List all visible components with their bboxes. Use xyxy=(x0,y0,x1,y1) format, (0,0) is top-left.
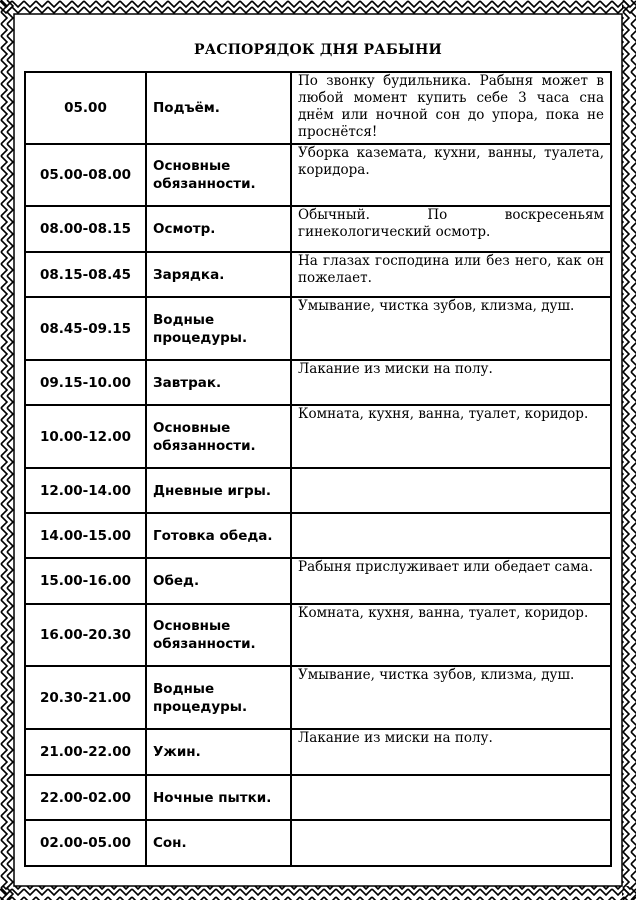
table-row xyxy=(25,604,611,666)
table-row xyxy=(25,206,611,252)
activity-cell: Водные процедуры. xyxy=(146,666,291,729)
table-row xyxy=(25,144,611,206)
table-row xyxy=(25,252,611,297)
note-cell: Лакание из миски на полу. xyxy=(291,729,611,775)
time-cell: 15.00-16.00 xyxy=(25,558,146,604)
table-row xyxy=(25,513,611,558)
note-cell: Лакание из миски на полу. xyxy=(291,360,611,405)
time-cell: 10.00-12.00 xyxy=(25,405,146,468)
table-row xyxy=(25,360,611,405)
activity-cell: Зарядка. xyxy=(146,252,291,297)
activity-cell: Основные обязанности. xyxy=(146,405,291,468)
activity-cell: Дневные игры. xyxy=(146,468,291,513)
page-title: РАСПОРЯДОК ДНЯ РАБЫНИ xyxy=(194,42,442,58)
note-cell: Рабыня прислуживает или обедает сама. xyxy=(291,558,611,604)
activity-cell: Основные обязанности. xyxy=(146,144,291,206)
time-cell: 12.00-14.00 xyxy=(25,468,146,513)
activity-cell: Подъём. xyxy=(146,72,291,144)
activity-cell: Завтрак. xyxy=(146,360,291,405)
table-row xyxy=(25,820,611,866)
note-cell xyxy=(291,468,611,513)
activity-cell: Водные процедуры. xyxy=(146,297,291,360)
note-cell: На глазах господина или без него, как он пожелает. xyxy=(291,252,611,297)
time-cell: 05.00 xyxy=(25,72,146,144)
note-cell: Умывание, чистка зубов, клизма, душ. xyxy=(291,666,611,729)
table-row xyxy=(25,729,611,775)
schedule-table xyxy=(24,71,612,867)
note-cell xyxy=(291,820,611,866)
time-cell: 22.00-02.00 xyxy=(25,775,146,820)
time-cell: 05.00-08.00 xyxy=(25,144,146,206)
note-cell: Обычный. По воскресеньям гинекологический осмотр. xyxy=(291,206,611,252)
activity-cell: Сон. xyxy=(146,820,291,866)
table-row xyxy=(25,405,611,468)
note-cell: Комната, кухня, ванна, туалет, коридор. xyxy=(291,604,611,666)
time-cell: 09.15-10.00 xyxy=(25,360,146,405)
table-row xyxy=(25,558,611,604)
activity-cell: Обед. xyxy=(146,558,291,604)
activity-cell: Осмотр. xyxy=(146,206,291,252)
note-cell: По звонку будильника. Рабыня может в любой момент купить себе 3 часа сна днём или ночной сон до упора, пока не проснётся! xyxy=(291,72,611,144)
table-row xyxy=(25,72,611,144)
time-cell: 21.00-22.00 xyxy=(25,729,146,775)
note-cell xyxy=(291,513,611,558)
table-row xyxy=(25,297,611,360)
activity-cell: Ночные пытки. xyxy=(146,775,291,820)
time-cell: 08.00-08.15 xyxy=(25,206,146,252)
table-row xyxy=(25,775,611,820)
note-cell: Уборка каземата, кухни, ванны, туалета, коридора. xyxy=(291,144,611,206)
time-cell: 16.00-20.30 xyxy=(25,604,146,666)
activity-cell: Ужин. xyxy=(146,729,291,775)
time-cell: 08.45-09.15 xyxy=(25,297,146,360)
time-cell: 08.15-08.45 xyxy=(25,252,146,297)
note-cell: Умывание, чистка зубов, клизма, душ. xyxy=(291,297,611,360)
note-cell: Комната, кухня, ванна, туалет, коридор. xyxy=(291,405,611,468)
time-cell: 20.30-21.00 xyxy=(25,666,146,729)
table-row xyxy=(25,666,611,729)
activity-cell: Готовка обеда. xyxy=(146,513,291,558)
activity-cell: Основные обязанности. xyxy=(146,604,291,666)
note-cell xyxy=(291,775,611,820)
table-row xyxy=(25,468,611,513)
time-cell: 02.00-05.00 xyxy=(25,820,146,866)
time-cell: 14.00-15.00 xyxy=(25,513,146,558)
